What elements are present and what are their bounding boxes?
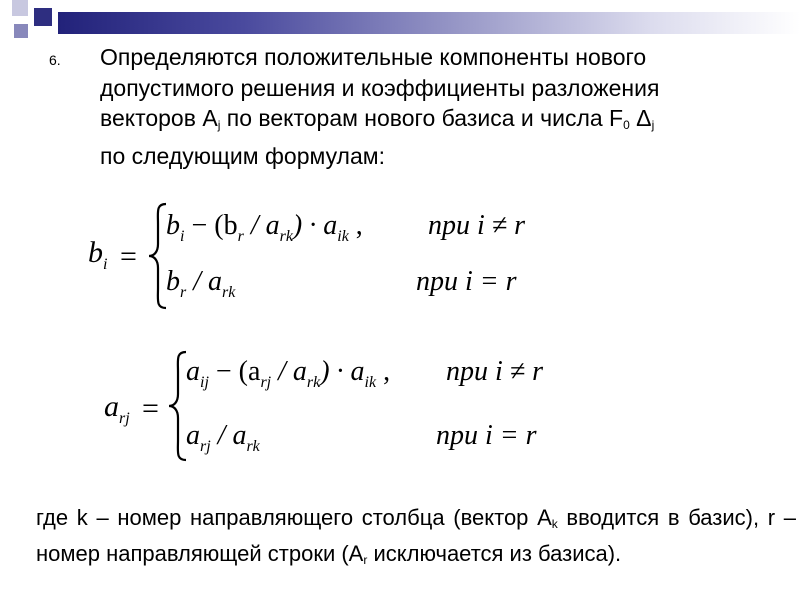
formula-lhs: $b_i$ (88, 236, 108, 273)
case2-expression: $b_r / a_{rk}$ (166, 266, 236, 301)
formula-eq: = (120, 240, 137, 273)
header-gradient-bar (58, 12, 800, 34)
decor-square (14, 24, 28, 38)
left-brace (166, 350, 188, 462)
para-line: Определяются положительные компоненты нового (100, 44, 647, 70)
case1-expression: $b_i - (b_r / a_{rk}) \cdot a_{ik}$ , (166, 210, 363, 245)
case2-condition: при i = r (416, 266, 517, 297)
footer-text: где k – номер направляющего столбца (вектор $A_k$ вводится в базис), r – номер направляющей строки ($A_r$ исключается из базиса). (36, 505, 796, 567)
case1-condition: при i ≠ r (446, 356, 544, 387)
left-brace (146, 202, 168, 310)
formula-lhs: $a_{rj}$ (104, 390, 130, 427)
intro-paragraph (100, 42, 780, 171)
decor-square (12, 0, 28, 16)
case2-expression: $a_{rj} / a_{rk}$ (186, 420, 260, 455)
case2-condition: при i = r (436, 420, 537, 451)
formula-eq: = (142, 392, 159, 425)
decor-square (34, 8, 52, 26)
para-line: векторов $A_j$ по векторам нового базиса и числа $F_0$ $\Delta_j$ (100, 105, 655, 132)
para-line: допустимого решения и коэффициенты разложения (100, 74, 660, 101)
para-line: по следующим формулам: (100, 142, 385, 169)
header-band (0, 0, 800, 46)
bullet-number: 6. (49, 52, 61, 68)
case1-expression: $a_{ij} - (a_{rj} / a_{rk}) \cdot a_{ik}$ , (186, 356, 391, 391)
case1-condition: при i ≠ r (428, 210, 526, 241)
